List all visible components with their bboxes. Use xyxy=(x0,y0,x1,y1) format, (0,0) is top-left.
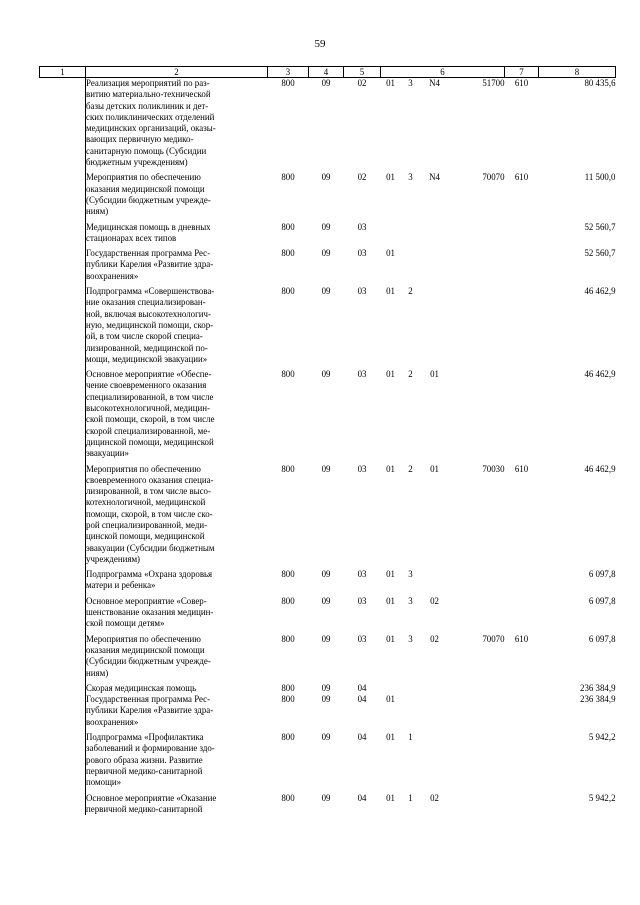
code-expense-type xyxy=(505,596,539,630)
code-section: 09 xyxy=(321,792,331,803)
table-row xyxy=(40,634,616,679)
code-direction: 70030 xyxy=(482,463,505,474)
code-program xyxy=(381,683,401,694)
blank-cell xyxy=(40,694,86,728)
code-program: 01 xyxy=(386,633,395,644)
blank-cell xyxy=(40,286,86,365)
code-ministry: 800 xyxy=(281,569,295,580)
code-ministry: 800 xyxy=(281,172,295,183)
code-section: 09 xyxy=(321,369,331,380)
code-ministry: 800 xyxy=(281,792,295,803)
code-direction: 70070 xyxy=(482,172,505,183)
code-program: 01 xyxy=(386,595,395,606)
code-expense-type xyxy=(505,222,539,245)
amount: 236 384,9 xyxy=(580,682,616,693)
code-expense-type: 610 xyxy=(514,78,529,88)
code-subprogram: 3 xyxy=(408,633,413,644)
amount: 6 097,8 xyxy=(588,595,616,606)
code-section: 09 xyxy=(321,78,331,88)
amount: 5 942,2 xyxy=(588,732,616,743)
header-cell: 1 xyxy=(40,67,86,78)
code-activity: 01 xyxy=(430,369,439,380)
header-cell: 5 xyxy=(344,67,381,78)
code-subprogram: 1 xyxy=(408,792,413,803)
code-ministry: 800 xyxy=(281,221,295,232)
code-direction xyxy=(449,793,505,816)
code-ministry: 800 xyxy=(281,732,295,743)
blank-cell xyxy=(40,634,86,679)
code-program: 01 xyxy=(386,463,395,474)
blank-cell xyxy=(40,793,86,816)
code-expense-type xyxy=(505,248,539,282)
code-activity xyxy=(421,569,449,592)
row-name: Мероприятия по обеспечению своевременного оказания специа- лизированной, в том числе высо- котехнологичной, медицинской помощи, скорой, в том числе ско- рой специализированной, меди- цинской помощи, медицинской эвакуации (Субсидии бюджетным учреждениям) xyxy=(86,463,215,564)
code-activity: 02 xyxy=(430,633,439,644)
code-direction xyxy=(449,683,505,694)
code-subprogram: 2 xyxy=(408,286,413,297)
code-program xyxy=(381,222,401,245)
code-activity xyxy=(421,683,449,694)
code-expense-type xyxy=(505,694,539,728)
row-name: Основное мероприятие «Обеспе- чение своевременного оказания специализированной, в том числе высокотехнологичной, медицин- ской помощи, скорой, в том числе скорой специализированной, ме- дицинской помощи, медицинской эвакуации» xyxy=(86,369,215,459)
code-subprogram: 3 xyxy=(408,172,413,183)
code-subprogram: 2 xyxy=(408,463,413,474)
header-cell: 8 xyxy=(539,67,616,78)
code-activity xyxy=(421,286,449,365)
code-subprogram xyxy=(401,248,421,282)
code-subsection: 02 xyxy=(357,78,367,88)
row-name: Основное мероприятие «Оказание первичной медико-санитарной xyxy=(86,792,217,814)
amount: 236 384,9 xyxy=(580,694,616,705)
code-subsection: 04 xyxy=(357,682,367,693)
table-body xyxy=(40,78,616,816)
code-ministry: 800 xyxy=(281,286,295,297)
table-row xyxy=(40,596,616,630)
blank-cell xyxy=(40,569,86,592)
blank-cell xyxy=(40,78,86,169)
code-activity xyxy=(421,222,449,245)
code-expense-type xyxy=(505,369,539,459)
code-direction xyxy=(449,286,505,365)
amount: 80 435,6 xyxy=(584,78,616,88)
blank-cell xyxy=(40,596,86,630)
code-section: 09 xyxy=(321,694,331,705)
code-ministry: 800 xyxy=(281,633,295,644)
row-name: Государственная программа Рес- публики Карелия «Развитие здра- воохранения» xyxy=(86,694,214,727)
code-direction xyxy=(449,222,505,245)
code-subsection: 03 xyxy=(357,633,367,644)
code-expense-type: 610 xyxy=(514,463,529,474)
code-section: 09 xyxy=(321,221,331,232)
table-row xyxy=(40,793,616,816)
row-name: Подпрограмма «Охрана здоровья матери и ребенка» xyxy=(86,569,213,591)
code-section: 09 xyxy=(321,682,331,693)
blank-cell xyxy=(40,369,86,459)
code-expense-type xyxy=(505,732,539,788)
code-section: 09 xyxy=(321,172,331,183)
code-subprogram: 2 xyxy=(408,369,413,380)
amount: 52 560,7 xyxy=(584,248,616,259)
code-subsection: 03 xyxy=(357,595,367,606)
code-activity: N4 xyxy=(429,78,440,88)
code-subprogram: 3 xyxy=(408,78,413,88)
code-activity: 01 xyxy=(430,463,439,474)
code-subsection: 02 xyxy=(357,172,367,183)
row-name: Подпрограмма «Профилактика заболеваний и формирование здо- рового образа жизни. Развитие первичной медико-санитарной помощи» xyxy=(86,732,215,788)
code-subprogram: 3 xyxy=(408,569,413,580)
blank-cell xyxy=(40,464,86,566)
code-ministry: 800 xyxy=(281,682,295,693)
code-subprogram xyxy=(401,683,421,694)
code-subsection: 03 xyxy=(357,286,367,297)
code-program: 01 xyxy=(386,172,395,183)
amount: 46 462,9 xyxy=(584,286,616,297)
table-row xyxy=(40,732,616,788)
code-expense-type xyxy=(505,569,539,592)
blank-cell xyxy=(40,732,86,788)
code-direction xyxy=(449,732,505,788)
table-row xyxy=(40,464,616,566)
code-section: 09 xyxy=(321,286,331,297)
code-subsection: 03 xyxy=(357,248,367,259)
amount: 46 462,9 xyxy=(584,463,616,474)
row-name: Государственная программа Рес- публики Карелия «Развитие здра- воохранения» xyxy=(86,248,214,281)
code-program: 01 xyxy=(386,248,395,259)
code-expense-type xyxy=(505,683,539,694)
row-name: Основное мероприятие «Совер- шенствование оказания медицин- ской помощи детям» xyxy=(86,595,214,629)
page-number: 59 xyxy=(314,38,326,50)
code-subprogram xyxy=(401,694,421,728)
code-program: 01 xyxy=(386,286,395,297)
code-direction: 51700 xyxy=(482,78,505,88)
code-program: 01 xyxy=(386,694,395,705)
code-direction xyxy=(449,596,505,630)
code-section: 09 xyxy=(321,633,331,644)
code-ministry: 800 xyxy=(281,248,295,259)
row-name: Реализация мероприятий по раз- витию материально-технической базы детских поликлиник и дет- ских поликлинических отделений медицинских организаций, оказы- вающих первичную медико- санитарную помощь (Субсидии бюджетным учреждениям) xyxy=(86,78,216,168)
code-section: 09 xyxy=(321,595,331,606)
code-ministry: 800 xyxy=(281,463,295,474)
code-activity xyxy=(421,732,449,788)
code-section: 09 xyxy=(321,248,331,259)
budget-table xyxy=(39,66,616,815)
code-program: 01 xyxy=(386,569,395,580)
table-row xyxy=(40,248,616,282)
code-direction xyxy=(449,369,505,459)
code-expense-type xyxy=(505,286,539,365)
code-program: 01 xyxy=(386,369,395,380)
amount: 46 462,9 xyxy=(584,369,616,380)
code-direction: 70070 xyxy=(482,633,505,644)
row-name: Мероприятия по обеспечению оказания медицинской помощи (Субсидии бюджетным учрежде- ниям) xyxy=(86,633,211,678)
header-cell: 6 xyxy=(381,67,505,78)
code-ministry: 800 xyxy=(281,595,295,606)
code-subsection: 03 xyxy=(357,221,367,232)
code-program: 01 xyxy=(386,732,395,743)
code-expense-type xyxy=(505,793,539,816)
amount: 52 560,7 xyxy=(584,221,616,232)
header-cell: 2 xyxy=(86,67,268,78)
code-activity: N4 xyxy=(429,172,440,183)
header-cell: 4 xyxy=(309,67,344,78)
amount: 5 942,2 xyxy=(588,792,616,803)
row-name: Мероприятия по обеспечению оказания медицинской помощи (Субсидии бюджетным учрежде- ниям) xyxy=(86,172,211,217)
code-activity: 02 xyxy=(430,792,439,803)
code-direction xyxy=(449,569,505,592)
row-name: Подпрограмма «Совершенствова- ние оказания специализирован- ной, включая высокотехнологич- ную, медицинской помощи, скор- ой, в том числе скорой специа- лизированной, медицинской по- мощи, медицинской эвакуации» xyxy=(86,286,215,364)
amount: 11 500,0 xyxy=(584,172,616,183)
code-expense-type: 610 xyxy=(514,633,529,644)
amount: 6 097,8 xyxy=(588,569,616,580)
row-name: Медицинская помощь в дневных стационарах всех типов xyxy=(86,221,211,243)
blank-cell xyxy=(40,248,86,282)
code-subsection: 04 xyxy=(357,694,367,705)
code-subprogram xyxy=(401,222,421,245)
code-subprogram: 3 xyxy=(408,595,413,606)
code-ministry: 800 xyxy=(281,78,295,88)
code-activity xyxy=(421,694,449,728)
table-row xyxy=(40,369,616,459)
table-row xyxy=(40,569,616,592)
code-subsection: 03 xyxy=(357,369,367,380)
table-row xyxy=(40,222,616,245)
header-row xyxy=(40,67,616,78)
code-program: 01 xyxy=(386,78,395,88)
code-ministry: 800 xyxy=(281,369,295,380)
code-subprogram: 1 xyxy=(408,732,413,743)
amount: 6 097,8 xyxy=(588,633,616,644)
code-direction xyxy=(449,694,505,728)
code-program: 01 xyxy=(386,792,395,803)
table-row xyxy=(40,78,616,169)
row-name: Скорая медицинская помощь xyxy=(86,682,197,693)
table-row xyxy=(40,286,616,365)
table-row xyxy=(40,683,616,694)
code-direction xyxy=(449,248,505,282)
code-expense-type: 610 xyxy=(514,172,529,183)
table-row xyxy=(40,694,616,728)
blank-cell xyxy=(40,222,86,245)
code-activity xyxy=(421,248,449,282)
code-subsection: 04 xyxy=(357,792,367,803)
header-cell: 3 xyxy=(268,67,309,78)
code-section: 09 xyxy=(321,463,331,474)
header-cell: 7 xyxy=(505,67,539,78)
code-subsection: 03 xyxy=(357,569,367,580)
table-row xyxy=(40,172,616,217)
code-activity: 02 xyxy=(430,595,439,606)
blank-cell xyxy=(40,683,86,694)
code-ministry: 800 xyxy=(281,694,295,705)
code-subsection: 03 xyxy=(357,463,367,474)
code-subsection: 04 xyxy=(357,732,367,743)
code-section: 09 xyxy=(321,569,331,580)
blank-cell xyxy=(40,172,86,217)
code-section: 09 xyxy=(321,732,331,743)
